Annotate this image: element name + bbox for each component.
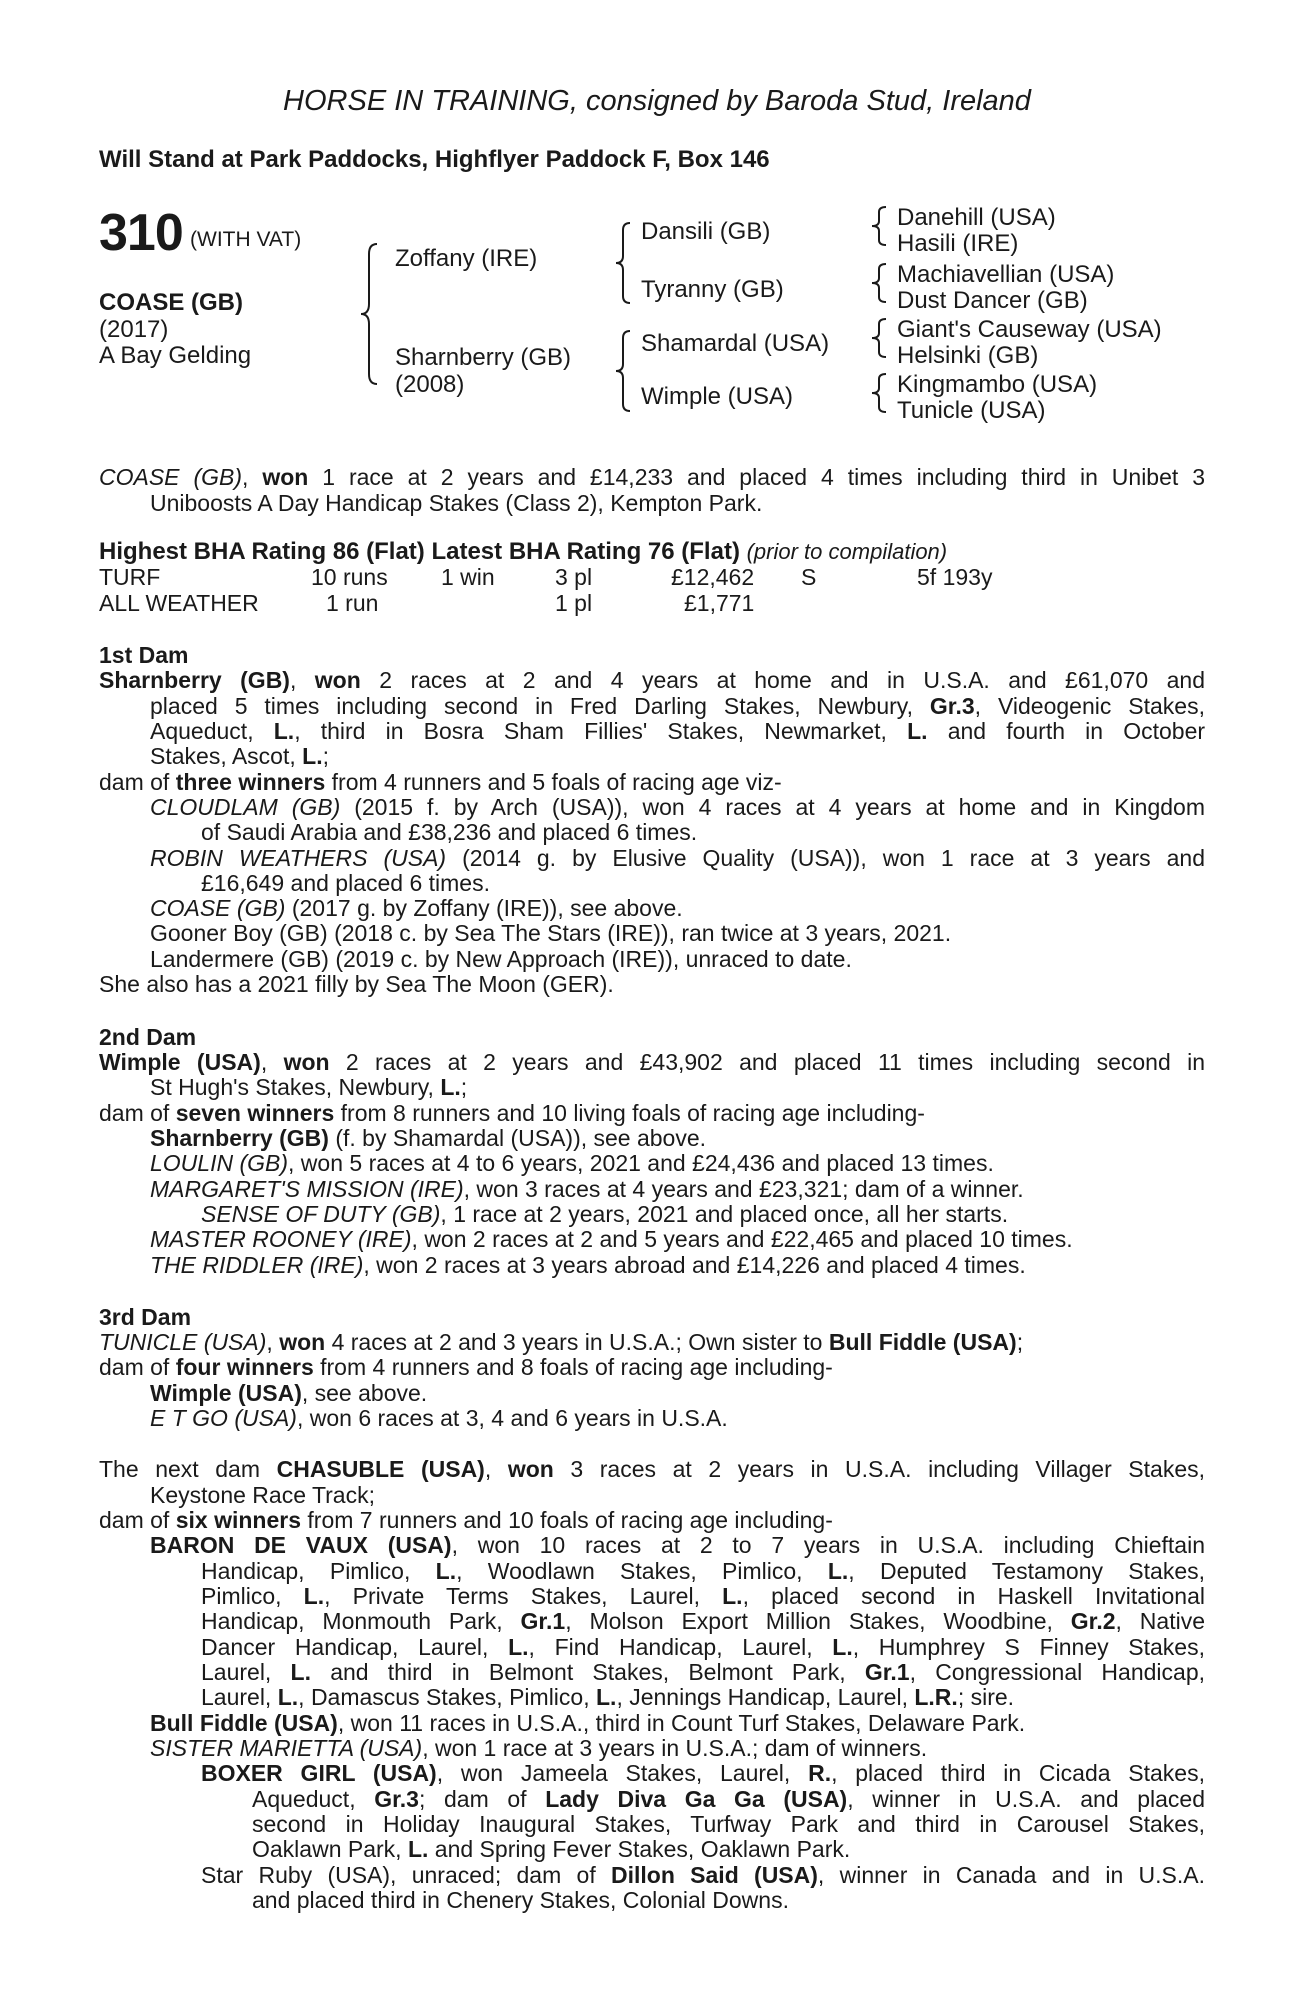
first-dam-heading: 1st Dam xyxy=(99,642,189,668)
first-dam-line-4: Stakes, Ascot, L.; xyxy=(150,743,329,769)
star-ruby-line-1: Star Ruby (USA), unraced; dam of Dillon Said (USA), winner in Canada and in U.S.A. xyxy=(201,1862,1205,1888)
aw-label: ALL WEATHER xyxy=(99,590,259,616)
second-dam-produce-2: LOULIN (GB), won 5 races at 4 to 6 years, 2021 and £24,436 and placed 13 times. xyxy=(150,1150,994,1176)
foaling-year: (2017) xyxy=(99,316,169,343)
pedigree-grandsire-3: Shamardal (USA) xyxy=(641,330,830,357)
turf-placed: 3 pl xyxy=(555,564,593,590)
next-dam-line-2: Keystone Race Track; xyxy=(150,1482,375,1508)
boxer-line-1: BOXER GIRL (USA), won Jameela Stakes, Laurel, R., placed third in Cicada Stakes, xyxy=(201,1760,1205,1786)
third-dam-produce-intro: dam of four winners from 4 runners and 8 foals of racing age including- xyxy=(99,1354,833,1380)
first-dam-produce-5: Landermere (GB) (2019 c. by New Approach (IRE)), unraced to date. xyxy=(150,946,852,972)
pedigree-great-4: Dust Dancer (GB) xyxy=(897,287,1088,314)
aw-earnings: £1,771 xyxy=(684,590,755,616)
third-dam-line-1: TUNICLE (USA), won 4 races at 2 and 3 years in U.S.A.; Own sister to Bull Fiddle (USA); xyxy=(99,1329,1024,1355)
first-dam-also: She also has a 2021 filly by Sea The Moon (GER). xyxy=(99,971,614,997)
pedigree-grandsire-4: Wimple (USA) xyxy=(641,383,794,410)
star-ruby-line-2: and placed third in Chenery Stakes, Colonial Downs. xyxy=(252,1887,789,1913)
second-dam-produce-3: MARGARET'S MISSION (IRE), won 3 races at 4 years and £23,321; dam of a winner. xyxy=(150,1176,1024,1202)
turf-wins: 1 win xyxy=(441,564,495,590)
summary-line-1: COASE (GB), won 1 race at 2 years and £14,233 and placed 4 times including third in Unibet 3 xyxy=(99,464,1206,490)
horse-description: A Bay Gelding xyxy=(99,342,252,369)
summary-line-2: Uniboosts A Day Handicap Stakes (Class 2), Kempton Park. xyxy=(150,490,763,516)
pedigree-brace-g3 xyxy=(868,316,892,360)
first-dam-produce-2: ROBIN WEATHERS (USA) (2014 g. by Elusive Quality (USA)), won 1 race at 3 years and xyxy=(150,845,1205,871)
bull-fiddle-line: Bull Fiddle (USA), won 11 races in U.S.A., third in Count Turf Stakes, Delaware Park. xyxy=(150,1710,1026,1736)
pedigree-brace-main xyxy=(355,240,385,390)
first-dam-line-1: Sharnberry (GB), won 2 races at 2 and 4 years at home and in U.S.A. and £61,070 and xyxy=(99,667,1205,693)
pedigree-brace-g4 xyxy=(868,371,892,415)
aw-placed: 1 pl xyxy=(555,590,593,616)
pedigree-great-1: Danehill (USA) xyxy=(897,204,1056,231)
third-dam-produce-2: E T GO (USA), won 6 races at 3, 4 and 6 years in U.S.A. xyxy=(150,1405,728,1431)
pedigree-brace-dam xyxy=(612,328,636,414)
pedigree-great-8: Tunicle (USA) xyxy=(897,397,1046,424)
pedigree-sire: Zoffany (IRE) xyxy=(395,245,538,272)
turf-runs: 10 runs xyxy=(311,564,388,590)
pedigree-brace-g2 xyxy=(868,261,892,305)
pedigree-brace-sire xyxy=(612,220,636,306)
baron-line-7: Laurel, L., Damascus Stakes, Pimlico, L., Jennings Handicap, Laurel, L.R.; sire. xyxy=(201,1684,1015,1710)
baron-line-2: Handicap, Pimlico, L., Woodlawn Stakes, Pimlico, L., Deputed Testamony Stakes, xyxy=(201,1558,1206,1584)
baron-line-6: Laurel, L. and third in Belmont Stakes, Belmont Park, Gr.1, Congressional Handicap, xyxy=(201,1659,1205,1685)
page-title: HORSE IN TRAINING, consigned by Baroda Stud, Ireland xyxy=(283,85,1031,117)
boxer-line-4: Oaklawn Park, L. and Spring Fever Stakes, Oaklawn Park. xyxy=(252,1836,851,1862)
turf-going: S xyxy=(801,564,817,590)
baron-line-3: Pimlico, L., Private Terms Stakes, Laurel, L., placed second in Haskell Invitational xyxy=(201,1583,1205,1609)
pedigree-grandsire-1: Dansili (GB) xyxy=(641,218,771,245)
boxer-line-2: Aqueduct, Gr.3; dam of Lady Diva Ga Ga (USA), winner in U.S.A. and placed xyxy=(252,1786,1206,1812)
turf-label: TURF xyxy=(99,564,161,590)
first-dam-produce-4: Gooner Boy (GB) (2018 c. by Sea The Stars (IRE)), ran twice at 3 years, 2021. xyxy=(150,920,952,946)
pedigree-dam: Sharnberry (GB) xyxy=(395,344,572,371)
third-dam-produce-1: Wimple (USA), see above. xyxy=(150,1380,428,1406)
second-dam-produce-intro: dam of seven winners from 8 runners and 10 living foals of racing age including- xyxy=(99,1100,925,1126)
second-dam-line-2: St Hugh's Stakes, Newbury, L.; xyxy=(150,1074,468,1100)
next-dam-line-1: The next dam CHASUBLE (USA), won 3 races at 2 years in U.S.A. including Villager Stakes, xyxy=(99,1456,1206,1482)
pedigree-grandsire-2: Tyranny (GB) xyxy=(641,276,784,303)
third-dam-heading: 3rd Dam xyxy=(99,1304,192,1330)
baron-line-4: Handicap, Monmouth Park, Gr.1, Molson Export Million Stakes, Woodbine, Gr.2, Native xyxy=(201,1608,1205,1634)
pedigree-great-3: Machiavellian (USA) xyxy=(897,261,1115,288)
pedigree-great-7: Kingmambo (USA) xyxy=(897,371,1098,398)
next-dam-produce-intro: dam of six winners from 7 runners and 10 foals of racing age including- xyxy=(99,1507,833,1533)
first-dam-line-2: placed 5 times including second in Fred Darling Stakes, Newbury, Gr.3, Videogenic Stakes, xyxy=(150,693,1205,719)
pedigree-dam-year: (2008) xyxy=(395,371,465,398)
sister-marietta-line: SISTER MARIETTA (USA), won 1 race at 3 years in U.S.A.; dam of winners. xyxy=(150,1735,928,1761)
baron-line-5: Dancer Handicap, Laurel, L., Find Handicap, Laurel, L., Humphrey S Finney Stakes, xyxy=(201,1634,1205,1660)
second-dam-line-1: Wimple (USA), won 2 races at 2 years and £43,902 and placed 11 times including second in xyxy=(99,1049,1206,1075)
boxer-line-3: second in Holiday Inaugural Stakes, Turfway Park and third in Carousel Stakes, xyxy=(252,1811,1205,1837)
turf-earnings: £12,462 xyxy=(671,564,755,590)
aw-runs: 1 run xyxy=(326,590,379,616)
pedigree-great-5: Giant's Causeway (USA) xyxy=(897,316,1162,343)
first-dam-produce-intro: dam of three winners from 4 runners and 5 foals of racing age viz- xyxy=(99,769,782,795)
baron-line-1: BARON DE VAUX (USA), won 10 races at 2 to 7 years in U.S.A. including Chieftain xyxy=(150,1532,1205,1558)
second-dam-produce-5: THE RIDDLER (IRE), won 2 races at 3 years abroad and £14,226 and placed 4 times. xyxy=(150,1252,1026,1278)
second-dam-produce-1: Sharnberry (GB) (f. by Shamardal (USA)), see above. xyxy=(150,1125,707,1151)
horse-name: COASE (GB) xyxy=(99,289,243,316)
first-dam-produce-2b: £16,649 and placed 6 times. xyxy=(201,870,490,896)
first-dam-produce-1: CLOUDLAM (GB) (2015 f. by Arch (USA)), won 4 races at 4 years at home and in Kingdom xyxy=(150,794,1206,820)
ratings-heading: Highest BHA Rating 86 (Flat) Latest BHA Rating 76 (Flat) (prior to compilation) xyxy=(99,538,948,565)
first-dam-line-3: Aqueduct, L., third in Bosra Sham Fillies' Stakes, Newmarket, L. and fourth in October xyxy=(150,718,1206,744)
lot-number: 310 xyxy=(99,204,183,262)
first-dam-produce-1b: of Saudi Arabia and £38,236 and placed 6 times. xyxy=(201,819,698,845)
turf-distance: 5f 193y xyxy=(917,564,993,590)
second-dam-produce-4: MASTER ROONEY (IRE), won 2 races at 2 and 5 years and £22,465 and placed 10 times. xyxy=(150,1226,1073,1252)
second-dam-produce-3a: SENSE OF DUTY (GB), 1 race at 2 years, 2021 and placed once, all her starts. xyxy=(201,1201,1009,1227)
pedigree-great-6: Helsinki (GB) xyxy=(897,342,1039,369)
first-dam-produce-3: COASE (GB) (2017 g. by Zoffany (IRE)), see above. xyxy=(150,895,683,921)
vat-note: (WITH VAT) xyxy=(190,228,302,251)
pedigree-great-2: Hasili (IRE) xyxy=(897,230,1019,257)
stand-location: Will Stand at Park Paddocks, Highflyer Paddock F, Box 146 xyxy=(99,146,770,173)
pedigree-brace-g1 xyxy=(868,204,892,248)
second-dam-heading: 2nd Dam xyxy=(99,1024,197,1050)
